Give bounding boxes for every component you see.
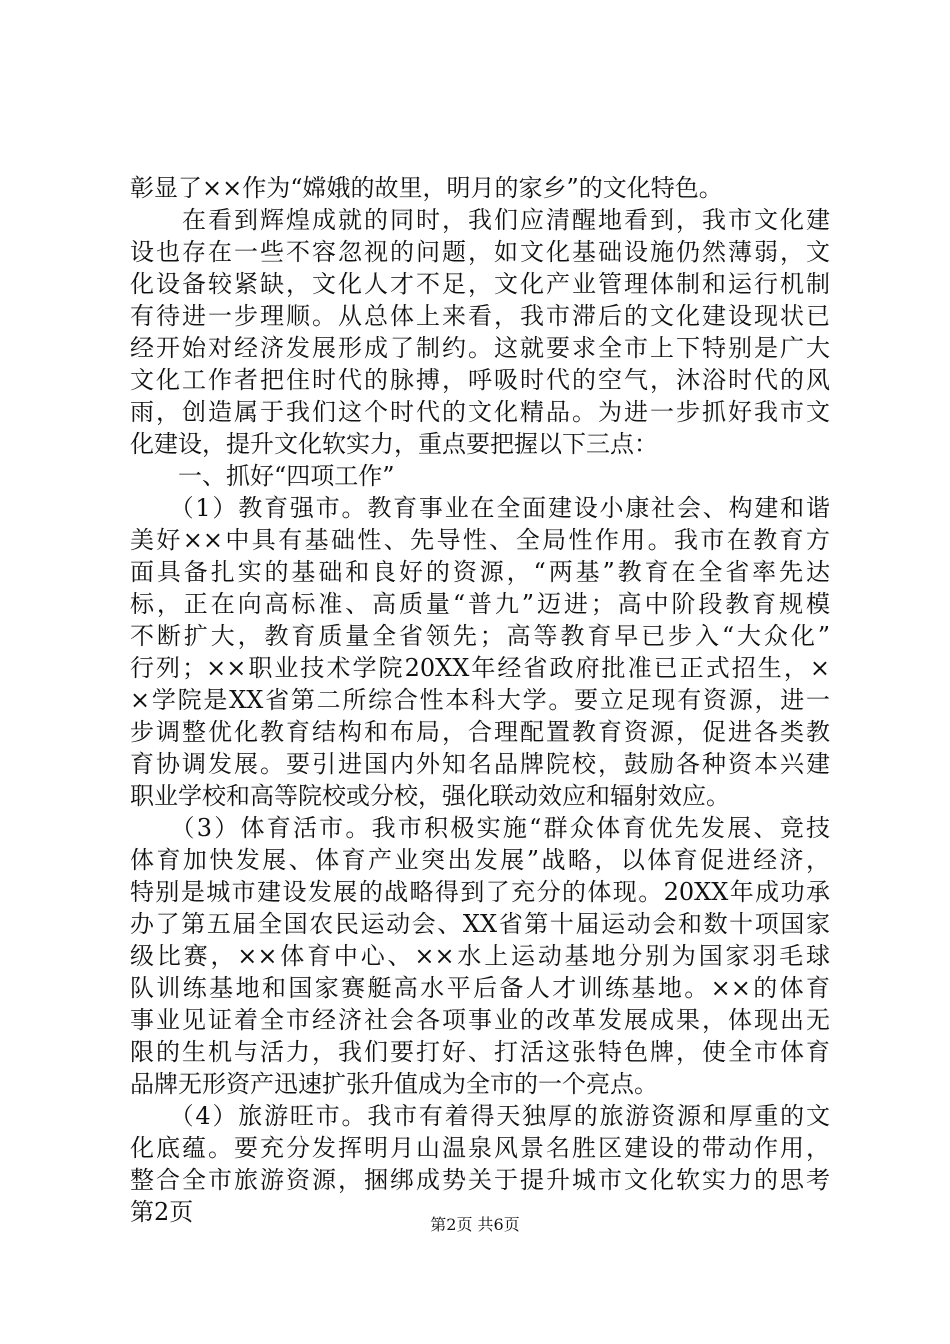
text-line: 事业见证着全市经济社会各项事业的改革发展成果，体现出无 (130, 1006, 830, 1034)
text-line: （3）体育活市。我市积极实施“群众体育优先发展、竞技 (130, 814, 830, 842)
text-line: 化建设，提升文化软实力，重点要把握以下三点： (130, 430, 658, 458)
text-line: 限的生机与活力，我们要打好、打活这张特色牌，使全市体育 (130, 1038, 830, 1066)
text-line: 职业学校和高等院校或分校，强化联动效应和辐射效应。 (130, 782, 730, 810)
text-line: 有待进一步理顺。从总体上来看，我市滞后的文化建设现状已 (130, 302, 830, 330)
text-line: 美好××中具有基础性、先导性、全局性作用。我市在教育方 (130, 526, 830, 554)
text-line: 化设备较紧缺，文化人才不足，文化产业管理体制和运行机制 (130, 270, 830, 298)
text-line: （4）旅游旺市。我市有着得天独厚的旅游资源和厚重的文 (130, 1102, 830, 1130)
text-line: 步调整优化教育结构和布局，合理配置教育资源，促进各类教 (130, 718, 830, 746)
text-line: 办了第五届全国农民运动会、XX省第十届运动会和数十项国家 (130, 910, 830, 938)
text-line: 一、抓好“四项工作” (130, 462, 395, 490)
text-line: 雨，创造属于我们这个时代的文化精品。为进一步抓好我市文 (130, 398, 830, 426)
text-line: 文化工作者把住时代的脉搏，呼吸时代的空气，沐浴时代的风 (130, 366, 830, 394)
text-line: 在看到辉煌成就的同时，我们应清醒地看到，我市文化建 (130, 206, 830, 234)
document-body (130, 172, 830, 1228)
text-line: 彰显了××作为“嫦娥的故里，明月的家乡”的文化特色。 (130, 174, 723, 202)
text-line: 经开始对经济发展形成了制约。这就要求全市上下特别是广大 (130, 334, 830, 362)
text-line: ×学院是XX省第二所综合性本科大学。要立足现有资源，进一 (130, 686, 830, 714)
text-line: 化底蕴。要充分发挥明月山温泉风景名胜区建设的带动作用， (130, 1134, 830, 1162)
text-line: 整合全市旅游资源，捆绑成势关于提升城市文化软实力的思考 (130, 1166, 830, 1194)
text-line: 行列；××职业技术学院20XX年经省政府批准已正式招生，× (130, 654, 830, 682)
text-line: 品牌无形资产迅速扩张升值成为全市的一个亮点。 (130, 1070, 658, 1098)
page-footer: 第2页 共6页 (430, 1215, 520, 1234)
text-line: 标，正在向高标准、高质量“普九”迈进；高中阶段教育规模 (130, 590, 830, 618)
text-line: 级比赛，××体育中心、××水上运动基地分别为国家羽毛球 (130, 942, 830, 970)
text-line: 第2页 (130, 1198, 194, 1226)
text-line: 特别是城市建设发展的战略得到了充分的体现。20XX年成功承 (130, 878, 830, 906)
text-line: 不断扩大，教育质量全省领先；高等教育早已步入“大众化” (130, 622, 830, 650)
text-line: （1）教育强市。教育事业在全面建设小康社会、构建和谐 (130, 494, 830, 522)
text-line: 队训练基地和国家赛艇高水平后备人才训练基地。××的体育 (130, 974, 830, 1002)
text-line: 育协调发展。要引进国内外知名品牌院校，鼓励各种资本兴建 (130, 750, 830, 778)
text-line: 设也存在一些不容忽视的问题，如文化基础设施仍然薄弱，文 (130, 238, 830, 266)
text-line: 面具备扎实的基础和良好的资源，“两基”教育在全省率先达 (130, 558, 830, 586)
text-line: 体育加快发展、体育产业突出发展”战略，以体育促进经济， (130, 846, 830, 874)
